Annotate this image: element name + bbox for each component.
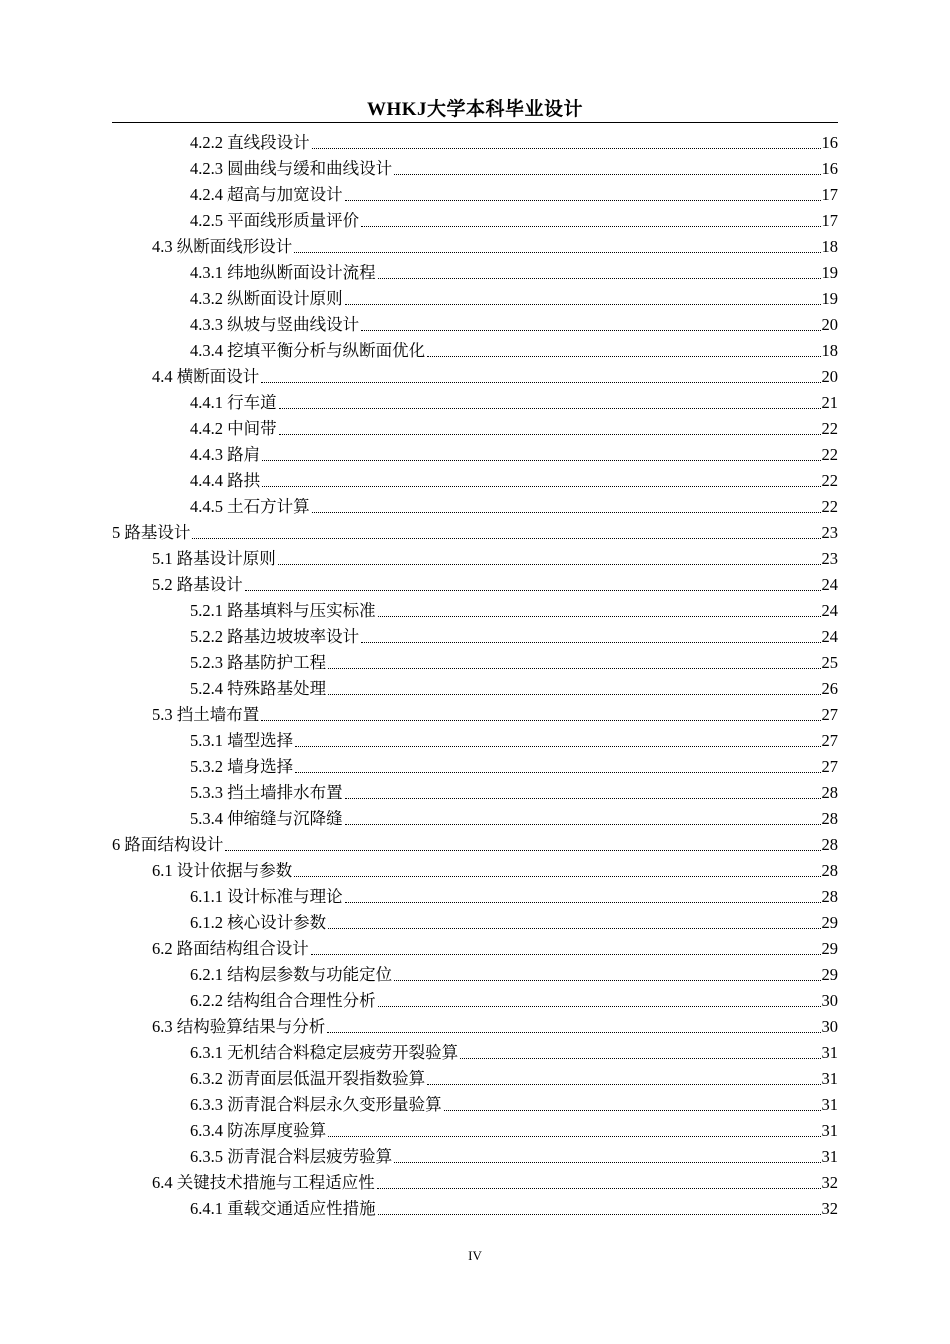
toc-entry-page: 31	[821, 1069, 838, 1088]
toc-entry[interactable]	[0, 205, 838, 231]
toc-entry-label: 6.3.2 沥青面层低温开裂指数验算	[190, 1069, 426, 1088]
toc-dot-leader	[312, 148, 821, 149]
toc-entry-page: 26	[821, 679, 838, 698]
toc-entry-page: 28	[821, 835, 838, 854]
toc-entry[interactable]	[0, 1011, 838, 1037]
toc-entry[interactable]	[0, 1193, 838, 1219]
toc-entry-label: 4.3.2 纵断面设计原则	[190, 289, 343, 308]
toc-entry-label: 6.2.1 结构层参数与功能定位	[190, 965, 393, 984]
toc-entry-label: 6.1.2 核心设计参数	[190, 913, 327, 932]
toc-entry[interactable]	[0, 387, 838, 413]
toc-entry-page: 29	[821, 965, 838, 984]
toc-entry[interactable]	[0, 881, 838, 907]
toc-dot-leader	[361, 330, 820, 331]
toc-entry-label: 6.4.1 重载交通适应性措施	[190, 1199, 376, 1218]
toc-entry-page: 32	[821, 1199, 838, 1218]
toc-entry-page: 16	[821, 133, 838, 152]
toc-entry[interactable]	[0, 959, 838, 985]
toc-entry-page: 24	[821, 575, 838, 594]
toc-entry[interactable]	[0, 439, 838, 465]
toc-entry[interactable]	[0, 803, 838, 829]
toc-entry-page: 29	[821, 913, 838, 932]
toc-entry[interactable]	[0, 647, 838, 673]
toc-entry-label: 6.3.3 沥青混合料层永久变形量验算	[190, 1095, 442, 1114]
toc-dot-leader	[377, 1188, 821, 1189]
toc-entry[interactable]	[0, 1089, 838, 1115]
toc-entry-label: 4.3.4 挖填平衡分析与纵断面优化	[190, 341, 426, 360]
toc-entry-label: 4.3.3 纵坡与竖曲线设计	[190, 315, 360, 334]
toc-entry-page: 28	[821, 783, 838, 802]
toc-entry[interactable]	[0, 569, 838, 595]
toc-entry[interactable]	[0, 985, 838, 1011]
toc-dot-leader	[294, 876, 820, 877]
toc-dot-leader	[328, 1136, 820, 1137]
toc-entry-label: 5.3.3 挡土墙排水布置	[190, 783, 343, 802]
toc-entry[interactable]	[0, 777, 838, 803]
toc-entry-label: 4.4.1 行车道	[190, 393, 277, 412]
toc-entry-label: 5.2.3 路基防护工程	[190, 653, 327, 672]
toc-entry[interactable]	[0, 595, 838, 621]
toc-entry-page: 22	[821, 445, 838, 464]
toc-entry[interactable]	[0, 1037, 838, 1063]
toc-entry[interactable]	[0, 751, 838, 777]
toc-dot-leader	[279, 408, 821, 409]
toc-entry-page: 30	[821, 1017, 838, 1036]
toc-entry-label: 5.2.4 特殊路基处理	[190, 679, 327, 698]
toc-entry[interactable]	[0, 725, 838, 751]
toc-entry-page: 22	[821, 497, 838, 516]
toc-entry[interactable]	[0, 855, 838, 881]
toc-dot-leader	[327, 1032, 820, 1033]
toc-entry[interactable]	[0, 907, 838, 933]
toc-entry[interactable]	[0, 309, 838, 335]
toc-entry[interactable]	[0, 933, 838, 959]
toc-dot-leader	[427, 356, 820, 357]
toc-entry-page: 18	[821, 237, 838, 256]
toc-entry-label: 5.3.1 墙型选择	[190, 731, 294, 750]
toc-dot-leader	[262, 460, 820, 461]
toc-entry-label: 4.4.2 中间带	[190, 419, 277, 438]
toc-entry-label: 5.2.2 路基边坡坡率设计	[190, 627, 360, 646]
toc-dot-leader	[444, 1110, 821, 1111]
toc-dot-leader	[378, 1006, 821, 1007]
toc-entry-label: 5.3.4 伸缩缝与沉降缝	[190, 809, 343, 828]
toc-entry[interactable]	[0, 231, 838, 257]
toc-entry[interactable]	[0, 543, 838, 569]
toc-entry-page: 22	[821, 419, 838, 438]
toc-dot-leader	[294, 252, 820, 253]
toc-entry[interactable]	[0, 179, 838, 205]
toc-dot-leader	[378, 278, 821, 279]
header-divider	[112, 122, 838, 123]
toc-dot-leader	[427, 1084, 820, 1085]
toc-dot-leader	[361, 642, 820, 643]
toc-dot-leader	[394, 980, 820, 981]
toc-entry-label: 4.4.5 土石方计算	[190, 497, 310, 516]
toc-entry[interactable]	[0, 335, 838, 361]
toc-entry-label: 5.3.2 墙身选择	[190, 757, 294, 776]
toc-entry[interactable]	[0, 1063, 838, 1089]
page-number: IV	[468, 1248, 482, 1263]
toc-dot-leader	[345, 902, 821, 903]
toc-dot-leader	[328, 694, 820, 695]
toc-entry-label: 6.3.5 沥青混合料层疲劳验算	[190, 1147, 393, 1166]
toc-entry-label: 6.4 关键技术措施与工程适应性	[152, 1173, 375, 1192]
toc-entry-page: 24	[821, 627, 838, 646]
toc-dot-leader	[312, 512, 821, 513]
toc-entry-page: 25	[821, 653, 838, 672]
toc-entry-page: 17	[821, 185, 838, 204]
toc-dot-leader	[378, 1214, 821, 1215]
toc-dot-leader	[192, 538, 820, 539]
toc-entry-page: 24	[821, 601, 838, 620]
toc-entry-label: 5.2.1 路基填料与压实标准	[190, 601, 376, 620]
toc-entry-page: 32	[821, 1173, 838, 1192]
toc-dot-leader	[394, 1162, 820, 1163]
toc-dot-leader	[345, 824, 821, 825]
toc-entry-page: 22	[821, 471, 838, 490]
toc-dot-leader	[245, 590, 821, 591]
page-header-title: WHKJ大学本科毕业设计	[366, 99, 584, 120]
toc-entry[interactable]	[0, 491, 838, 517]
toc-entry-label: 6.3.1 无机结合料稳定层疲劳开裂验算	[190, 1043, 459, 1062]
toc-dot-leader	[328, 928, 820, 929]
toc-dot-leader	[345, 798, 821, 799]
toc-dot-leader	[460, 1058, 820, 1059]
toc-dot-leader	[295, 772, 820, 773]
toc-entry-page: 27	[821, 731, 838, 750]
toc-entry-page: 31	[821, 1043, 838, 1062]
toc-dot-leader	[378, 616, 821, 617]
toc-dot-leader	[311, 954, 821, 955]
toc-entry-page: 23	[821, 549, 838, 568]
toc-dot-leader	[394, 174, 820, 175]
toc-dot-leader	[278, 564, 821, 565]
toc-entry-label: 5.1 路基设计原则	[152, 549, 276, 568]
toc-entry-page: 29	[821, 939, 838, 958]
toc-entry-page: 28	[821, 887, 838, 906]
toc-entry-label: 4.4.4 路拱	[190, 471, 261, 490]
toc-entry[interactable]	[0, 283, 838, 309]
toc-entry[interactable]	[0, 673, 838, 699]
toc-entry-page: 20	[821, 367, 838, 386]
toc-entry-page: 31	[821, 1147, 838, 1166]
toc-entry[interactable]	[0, 465, 838, 491]
toc-entry-label: 6.3 结构验算结果与分析	[152, 1017, 326, 1036]
toc-entry-label: 6.2.2 结构组合合理性分析	[190, 991, 376, 1010]
toc-entry-label: 6 路面结构设计	[112, 835, 224, 854]
toc-entry-page: 28	[821, 809, 838, 828]
toc-entry-label: 5.3 挡土墙布置	[152, 705, 260, 724]
toc-dot-leader	[225, 850, 820, 851]
toc-dot-leader	[361, 226, 820, 227]
toc-entry-page: 19	[821, 289, 838, 308]
toc-entry[interactable]	[0, 621, 838, 647]
toc-entry-label: 4.2.4 超高与加宽设计	[190, 185, 343, 204]
toc-entry[interactable]	[0, 829, 838, 855]
toc-entry-page: 28	[821, 861, 838, 880]
toc-entry[interactable]	[0, 517, 838, 543]
toc-dot-leader	[345, 200, 821, 201]
toc-entry-label: 6.2 路面结构组合设计	[152, 939, 309, 958]
toc-entry[interactable]	[0, 361, 838, 387]
toc-dot-leader	[261, 720, 820, 721]
toc-dot-leader	[262, 486, 820, 487]
toc-entry[interactable]	[0, 1167, 838, 1193]
toc-entry[interactable]	[0, 1141, 838, 1167]
toc-entry-page: 31	[821, 1095, 838, 1114]
toc-entry-page: 30	[821, 991, 838, 1010]
toc-entry-page: 23	[821, 523, 838, 542]
toc-entry[interactable]	[0, 413, 838, 439]
toc-entry-label: 4.2.3 圆曲线与缓和曲线设计	[190, 159, 393, 178]
toc-entry[interactable]	[0, 257, 838, 283]
toc-dot-leader	[295, 746, 820, 747]
toc-entry-page: 27	[821, 757, 838, 776]
toc-dot-leader	[345, 304, 821, 305]
toc-entry[interactable]	[0, 699, 838, 725]
toc-entry-label: 4.3 纵断面线形设计	[152, 237, 293, 256]
toc-entry-label: 6.1.1 设计标准与理论	[190, 887, 343, 906]
toc-entry-page: 19	[821, 263, 838, 282]
toc-dot-leader	[279, 434, 821, 435]
toc-dot-leader	[261, 382, 820, 383]
toc-entry-label: 4.3.1 纬地纵断面设计流程	[190, 263, 376, 282]
toc-entry-label: 6.1 设计依据与参数	[152, 861, 293, 880]
toc-entry-label: 4.2.5 平面线形质量评价	[190, 211, 360, 230]
toc-entry-page: 18	[821, 341, 838, 360]
toc-entry-page: 17	[821, 211, 838, 230]
toc-entry-page: 16	[821, 159, 838, 178]
toc-entry-label: 5 路基设计	[112, 523, 191, 542]
toc-entry[interactable]	[0, 1115, 838, 1141]
toc-entry-label: 6.3.4 防冻厚度验算	[190, 1121, 327, 1140]
toc-entry-page: 27	[821, 705, 838, 724]
toc-dot-leader	[328, 668, 820, 669]
toc-entry-label: 5.2 路基设计	[152, 575, 243, 594]
toc-entry-page: 20	[821, 315, 838, 334]
toc-entry-label: 4.4 横断面设计	[152, 367, 260, 386]
toc-entry-page: 21	[821, 393, 838, 412]
toc-entry-label: 4.4.3 路肩	[190, 445, 261, 464]
toc-entry-page: 31	[821, 1121, 838, 1140]
toc-entry-label: 4.2.2 直线段设计	[190, 133, 310, 152]
toc-entry[interactable]	[0, 153, 838, 179]
toc-entry[interactable]	[0, 127, 838, 153]
